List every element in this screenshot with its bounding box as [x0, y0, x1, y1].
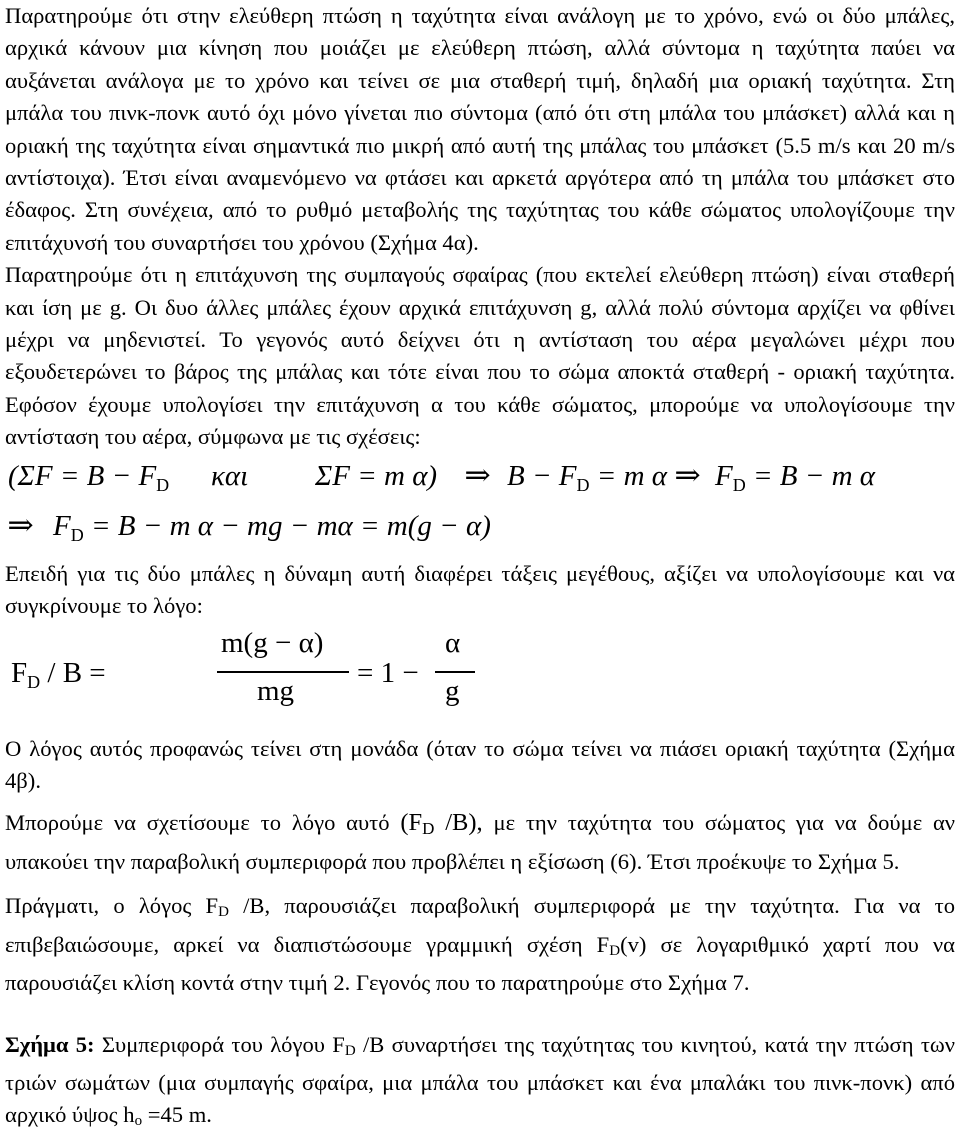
- caption-c: =45 m.: [147, 1102, 212, 1128]
- eq3-denominator-1: mg: [257, 674, 295, 707]
- eq3-equals-one: = 1 −: [357, 656, 419, 689]
- eq1-part3: F: [715, 459, 733, 492]
- eq3-lhs2: / B =: [47, 656, 106, 689]
- eq1-mid: ΣF = m α): [315, 459, 438, 492]
- p6-sub1: D: [218, 904, 229, 921]
- eq1-part2: B − F: [507, 459, 577, 492]
- p5-a: Μπορούμε να σχετίσουμε το λόγο αυτό: [5, 810, 390, 836]
- equation-ratio: [5, 623, 955, 727]
- paragraph-ratio-velocity: [5, 807, 955, 878]
- paragraph-terminal-velocity: Παρατηρούμε ότι στην ελεύθερη πτώση η ταχύτητα είναι ανάλογη με το χρόνο, ενώ οι δύο μπάλες, αρχικά κάνουν μια κίνηση που μοιάζει με ελεύθερη πτώση, αλλά σύντομα η ταχύτητα παύει να αυξάνεται ανάλογα με το χρόνο και τείνει σε μια σταθερή τιμή, δηλαδή μια οριακή ταχύτητα. Στη μπάλα του πινκ-πονκ αυτό όχι μόνο γίνεται πιο σύντομα (από ότι στη μπάλα του μπάσκετ) αλλά και η οριακή της ταχύτητα είναι σημαντικά πιο μικρή από αυτή της μπάλας του μπάσκετ (5.5 m/s και 20 m/s αντίστοιχα). Έτσι είναι αναμενόμενο να φτάσει και αρκετά αργότερα από τη μπάλα του μπάσκετ στο έδαφος. Στη συνέχεια, από το ρυθμό μεταβολής της ταχύτητας του κάθε σώματος υπολογίζουμε την επιτάχυνσή του συναρτήσει του χρόνου (Σχήμα 4α).: [5, 3, 955, 255]
- eq3-denominator-2: g: [445, 674, 460, 707]
- eq2-rest: = B − m α − mg − mα = m(g − α): [90, 509, 491, 542]
- equation-forces: [5, 460, 955, 504]
- paragraph-ratio-intro: Επειδή για τις δύο μπάλες η δύναμη αυτή διαφέρει τάξεις μεγέθους, αξίζει να υπολογίσουμε και να συγκρίνουμε το λόγο:: [5, 560, 955, 619]
- p6-a: Πράγματι, ο λόγος F: [5, 893, 219, 919]
- equation-drag-force: [5, 510, 955, 554]
- fraction-bar-2: [435, 671, 475, 673]
- eq3-sub-d: D: [27, 671, 41, 692]
- p5-b: (F: [400, 809, 423, 837]
- figure-caption: [5, 1029, 955, 1137]
- paragraph-acceleration: Παρατηρούμε ότι η επιτάχυνση της συμπαγούς σφαίρας (που εκτελεί ελεύθερη πτώση) είναι σταθερή και ίση με g. Οι δυο άλλες μπάλες έχουν αρχικά επιτάχυνση g, αλλά πολύ σύντομα αρχίζει να φθίνει μέχρι να μηδενιστεί. Το γεγονός αυτό δείχνει ότι η αντίσταση του αέρα μεγαλώνει μέχρι που εξουδετερώνει το βάρος της μπάλας και τότε είναι που το σώμα αποκτά σταθερή - οριακή ταχύτητα. Εφόσον έχουμε υπολογίσει την επιτάχυνση α του κάθε σώματος, μπορούμε να υπολογίσουμε την αντίσταση του αέρα, σύμφωνα με τις σχέσεις:: [5, 262, 955, 450]
- p6-sub2: D: [609, 942, 621, 959]
- caption-sub1: D: [344, 1043, 356, 1060]
- eq3-lhs: F: [11, 656, 28, 689]
- fraction-bar-1: [217, 671, 349, 673]
- p5-c: /B),: [445, 809, 483, 837]
- caption-a: Συμπεριφορά του λόγου F: [101, 1032, 345, 1058]
- caption-label: Σχήμα 5:: [5, 1032, 95, 1058]
- eq2-sub-d: D: [70, 524, 84, 545]
- eq2-arrow: ⇒: [7, 508, 34, 542]
- p5-d: με την ταχύτητα του σώματος για να δούμε αν υπακούει την παραβολική συμπεριφορά που προβλέπει η εξίσωση (6). Έτσι προέκυψε το Σχήμα 5.: [5, 810, 956, 874]
- document-page: [5, 0, 955, 1137]
- eq3-numerator-2: α: [445, 626, 461, 659]
- eq1-arrow-1: ⇒: [464, 458, 491, 492]
- eq1-part3b: = B − m α: [752, 459, 875, 492]
- eq1-kai: και: [211, 459, 249, 492]
- caption-b: /B συναρτήσει της ταχύτητας του κινητού, κατά την πτώση των τριών σωμάτων (μια συμπαγής σφαίρα, μια μπάλα του μπάσκετ και ένα μπαλάκι του πινκ-πονκ) από αρχικό ύψος h: [5, 1032, 955, 1128]
- eq3-numerator-1: m(g − α): [221, 626, 324, 659]
- eq1-sub-d-2: D: [576, 474, 590, 495]
- eq1-sub-d: D: [156, 474, 170, 495]
- p5-sub: D: [422, 819, 435, 839]
- eq1-sub-d-3: D: [732, 474, 746, 495]
- eq2-f: F: [53, 509, 71, 542]
- eq1-arrow-2: ⇒: [674, 458, 701, 492]
- p6-b: /B, παρουσιάζει παραβολική συμπεριφορά με την ταχύτητα. Για να το επιβεβαιώσουμε, αρκεί να διαπιστώσουμε γραμμική σχέση F: [5, 893, 955, 957]
- eq1-part2b: = m α: [596, 459, 667, 492]
- p6-c: (v) σε λογαριθμικό χαρτί που να παρουσιάζει κλίση κοντά στην τιμή 2. Γεγονός που το παρατηρούμε στο Σχήμα 7.: [5, 931, 955, 995]
- eq1-open: (ΣF = B − F: [8, 459, 157, 492]
- caption-sub2: o: [134, 1113, 143, 1130]
- paragraph-ratio-limit: Ο λόγος αυτός προφανώς τείνει στη μονάδα (όταν το σώμα τείνει να πιάσει οριακή ταχύτητα (Σχήμα 4β).: [5, 735, 955, 793]
- paragraph-parabolic: [5, 890, 955, 999]
